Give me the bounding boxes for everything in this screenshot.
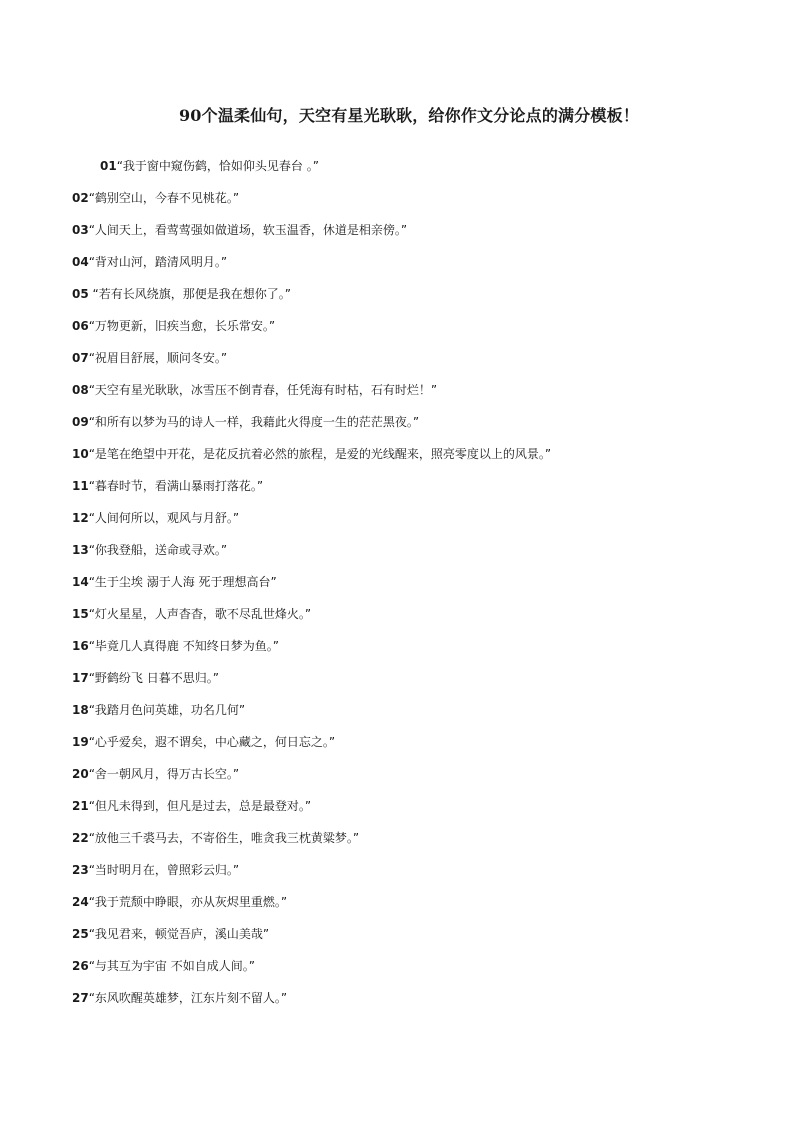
item-number: 14 xyxy=(72,575,89,589)
list-item xyxy=(72,988,762,1020)
item-text: “暮春时节，看满山暴雨打落花。” xyxy=(88,479,264,493)
item-number: 22 xyxy=(72,831,89,845)
list-item xyxy=(72,540,762,572)
item-text: “野鹤纷飞 日暮不思归。” xyxy=(88,671,219,685)
item-text: “天空有星光耿耿，冰雪压不倒青春，任凭海有时枯，石有时烂！” xyxy=(88,383,438,397)
item-text: “我于窗中窥伤鹤，恰如仰头见春台 。” xyxy=(116,159,319,173)
item-number: 09 xyxy=(72,415,89,429)
item-text: “万物更新，旧疾当愈，长乐常安。” xyxy=(88,319,276,333)
item-number: 03 xyxy=(72,223,89,237)
item-text: “东风吹醒英雄梦，江东片刻不留人。” xyxy=(88,991,288,1005)
item-number: 02 xyxy=(72,191,89,205)
item-text: “毕竟几人真得鹿 不知终日梦为鱼。” xyxy=(88,639,279,653)
item-text: “人间天上，看莺莺强如做道场，软玉温香，休道是相亲傍。” xyxy=(88,223,408,237)
item-text: “和所有以梦为马的诗人一样，我藉此火得度一生的茫茫黑夜。” xyxy=(88,415,420,429)
list-item xyxy=(72,860,762,892)
item-text: “灯火星星，人声杳杳，歌不尽乱世烽火。” xyxy=(88,607,312,621)
list-item xyxy=(72,476,762,508)
list-item xyxy=(72,316,762,348)
item-number: 07 xyxy=(72,351,89,365)
item-number: 10 xyxy=(72,447,89,461)
item-number: 16 xyxy=(72,639,89,653)
item-text: “若有长风绕旗，那便是我在想你了。” xyxy=(88,287,291,301)
item-number: 01 xyxy=(100,159,117,173)
page-title: 90个温柔仙句，天空有星光耿耿，给你作文分论点的满分模板！ xyxy=(178,106,640,125)
item-number: 18 xyxy=(72,703,89,717)
item-text: “人间何所以，观风与月舒。” xyxy=(88,511,240,525)
list-item xyxy=(72,956,762,988)
item-text: “但凡未得到，但凡是过去，总是最登对。” xyxy=(88,799,312,813)
list-item xyxy=(72,604,762,636)
list-item xyxy=(72,828,762,860)
list-item xyxy=(72,924,762,956)
item-number: 27 xyxy=(72,991,89,1005)
item-number: 20 xyxy=(72,767,89,781)
list-item xyxy=(72,412,762,444)
item-number: 13 xyxy=(72,543,89,557)
list-item xyxy=(72,252,762,284)
item-number: 11 xyxy=(72,479,89,493)
list-item xyxy=(72,572,762,604)
list-item xyxy=(72,508,762,540)
list-item xyxy=(72,892,762,924)
item-text: “与其互为宇宙 不如自成人间。” xyxy=(88,959,255,973)
item-number: 12 xyxy=(72,511,89,525)
quote-list xyxy=(72,156,762,1020)
list-item xyxy=(72,348,762,380)
item-text: “生于尘埃 溺于人海 死于理想高台” xyxy=(88,575,277,589)
item-number: 06 xyxy=(72,319,89,333)
item-number: 04 xyxy=(72,255,89,269)
list-item xyxy=(72,188,762,220)
list-item xyxy=(72,700,762,732)
list-item xyxy=(72,444,762,476)
item-number: 08 xyxy=(72,383,89,397)
item-number: 05 xyxy=(72,287,89,301)
item-number: 26 xyxy=(72,959,89,973)
list-item xyxy=(72,668,762,700)
item-number: 19 xyxy=(72,735,89,749)
item-text: “当时明月在，曾照彩云归。” xyxy=(88,863,240,877)
list-item xyxy=(72,732,762,764)
item-text: “舍一朝风月，得万古长空。” xyxy=(88,767,240,781)
list-item xyxy=(72,220,762,252)
item-text: “心乎爱矣，遐不谓矣，中心藏之，何日忘之。” xyxy=(88,735,336,749)
list-item xyxy=(72,284,762,316)
list-item xyxy=(72,156,762,188)
item-number: 23 xyxy=(72,863,89,877)
item-text: “你我登船，送命或寻欢。” xyxy=(88,543,228,557)
item-text: “背对山河，踏清风明月。” xyxy=(88,255,228,269)
item-text: “放他三千裘马去，不寄俗生，唯贪我三枕黄粱梦。” xyxy=(88,831,360,845)
item-number: 25 xyxy=(72,927,89,941)
list-item xyxy=(72,636,762,668)
item-text: “是笔在绝望中开花，是花反抗着必然的旅程，是爱的光线醒来，照亮零度以上的风景。” xyxy=(88,447,552,461)
item-text: “我踏月色问英雄，功名几何” xyxy=(88,703,246,717)
item-text: “祝眉目舒展，顺问冬安。” xyxy=(88,351,228,365)
item-number: 17 xyxy=(72,671,89,685)
list-item xyxy=(72,380,762,412)
item-number: 15 xyxy=(72,607,89,621)
item-text: “鹤别空山，今春不见桃花。” xyxy=(88,191,240,205)
item-number: 24 xyxy=(72,895,89,909)
list-item xyxy=(72,796,762,828)
item-text: “我于荒颓中睁眼，亦从灰烬里重燃。” xyxy=(88,895,288,909)
item-text: “我见君来，顿觉吾庐，溪山美哉” xyxy=(88,927,270,941)
list-item xyxy=(72,764,762,796)
item-number: 21 xyxy=(72,799,89,813)
